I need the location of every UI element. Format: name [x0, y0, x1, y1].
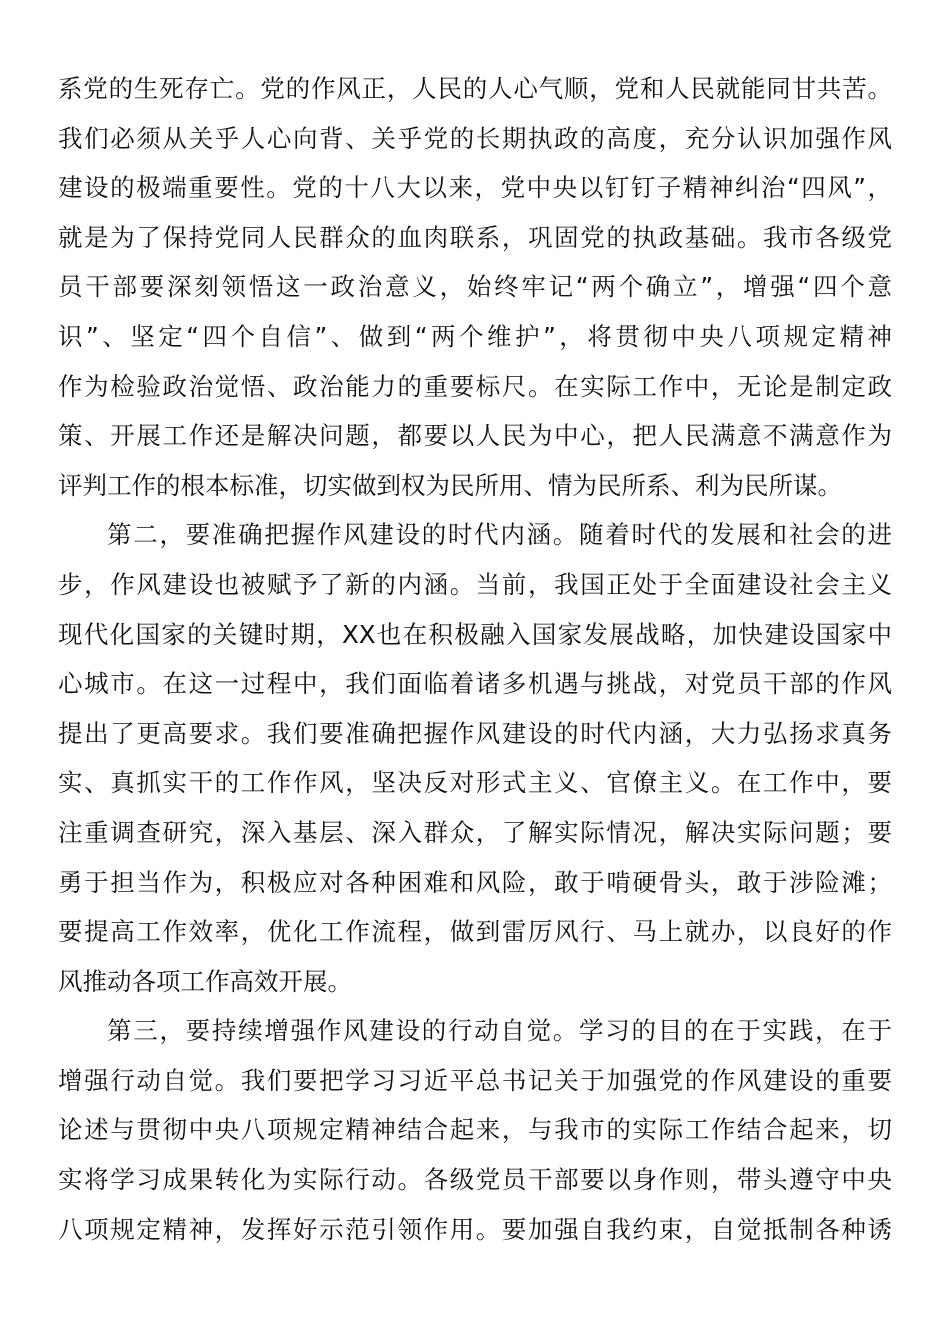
text-line: 我们必须从关乎人心向背、关乎党的长期执政的高度，充分认识加强作风 — [58, 123, 892, 153]
text-line: 策、开展工作还是解决问题，都要以人民为中心，把人民满意不满意作为 — [58, 421, 892, 451]
text-line: 增强行动自觉。我们要把学习习近平总书记关于加强党的作风建设的重要 — [58, 1065, 892, 1095]
text-line: 现代化国家的关键时期，XX也在积极融入国家发展战略，加快建设国家中 — [58, 619, 892, 649]
text-line: 注重调查研究，深入基层、深入群众，了解实际情况，解决实际问题；要 — [58, 817, 892, 847]
paragraph-end-line: 风推动各项工作高效开展。 — [58, 966, 352, 996]
text-line: 员干部要深刻领悟这一政治意义，始终牢记“两个确立”，增强“四个意 — [58, 272, 892, 302]
text-line: 八项规定精神，发挥好示范引领作用。要加强自我约束，自觉抵制各种诱 — [58, 1214, 892, 1244]
text-line: 系党的生死存亡。党的作风正，人民的人心气顺，党和人民就能同甘共苦。 — [58, 74, 892, 103]
paragraph-heading-second: 第二，要准确把握作风建设的时代内涵。随着时代的发展和社会的进 — [107, 520, 892, 550]
text-line: 作为检验政治觉悟、政治能力的重要标尺。在实际工作中，无论是制定政 — [58, 371, 892, 401]
text-line: 步，作风建设也被赋予了新的内涵。当前，我国正处于全面建设社会主义 — [58, 569, 892, 599]
document-body — [58, 64, 892, 1254]
text-line: 论述与贯彻中央八项规定精神结合起来，与我市的实际工作结合起来，切 — [58, 1115, 892, 1145]
text-line: 心城市。在这一过程中，我们面临着诸多机遇与挑战，对党员干部的作风 — [58, 669, 892, 699]
text-line: 实将学习成果转化为实际行动。各级党员干部要以身作则，带头遵守中央 — [58, 1165, 892, 1195]
text-line: 就是为了保持党同人民群众的血肉联系，巩固党的执政基础。我市各级党 — [58, 222, 892, 252]
text-line: 识”、坚定“四个自信”、做到“两个维护”，将贯彻中央八项规定精神 — [58, 321, 892, 351]
text-line: 提出了更高要求。我们要准确把握作风建设的时代内涵，大力弘扬求真务 — [58, 718, 892, 748]
text-line: 要提高工作效率，优化工作流程，做到雷厉风行、马上就办，以良好的作 — [58, 917, 892, 947]
paragraph-end-line: 评判工作的根本标准，切实做到权为民所用、情为民所系、利为民所谋。 — [58, 470, 842, 500]
text-line: 勇于担当作为，积极应对各种困难和风险，敢于啃硬骨头，敢于涉险滩； — [58, 867, 892, 897]
text-line: 实、真抓实干的工作作风，坚决反对形式主义、官僚主义。在工作中，要 — [58, 768, 892, 798]
text-line: 建设的极端重要性。党的十八大以来，党中央以钉钉子精神纠治“四风”， — [58, 173, 892, 203]
paragraph-heading-third: 第三，要持续增强作风建设的行动自觉。学习的目的在于实践，在于 — [107, 1016, 892, 1046]
